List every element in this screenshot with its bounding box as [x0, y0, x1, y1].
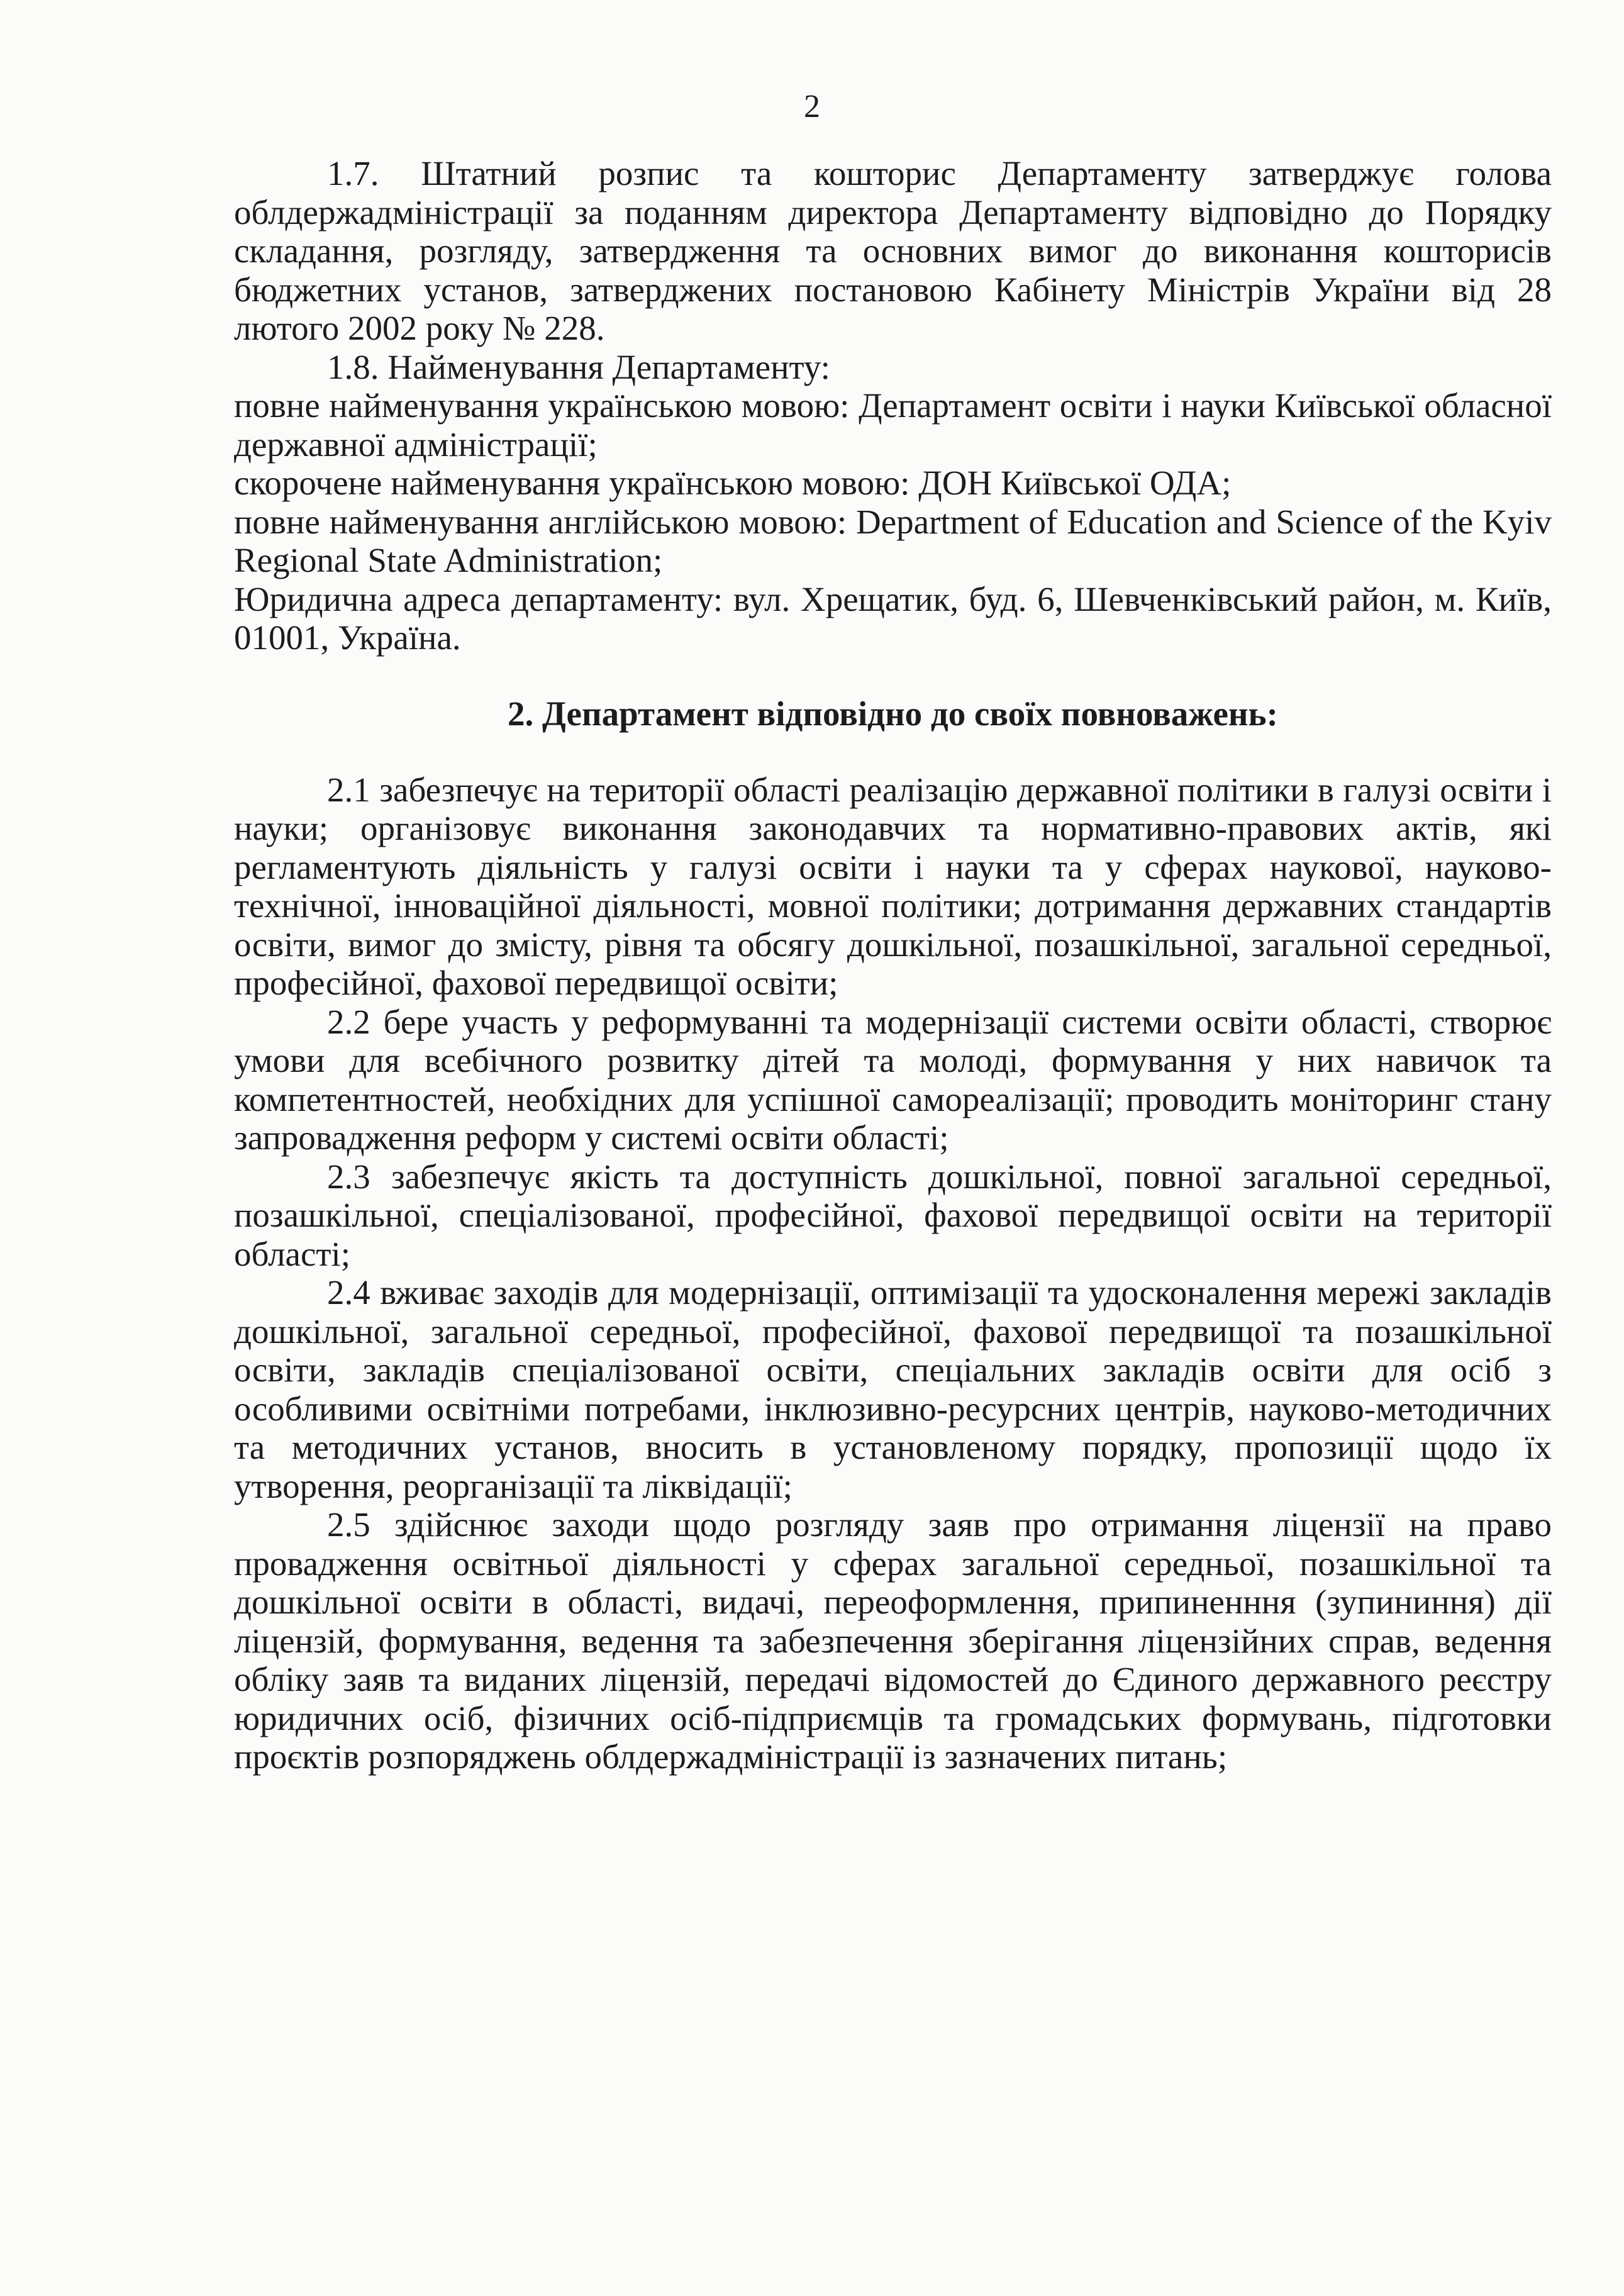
section-2-heading: 2. Департамент відповідно до своїх повноважень: — [508, 694, 1278, 733]
paragraph-2-2: 2.2 бере участь у реформуванні та модернізації системи освіти області, створює умови для всебічного розвитку дітей та молоді, формування у них навичок та компетентностей, необхідних для успішної самореалізації; проводить моніторинг стану запровадження реформ у системі освіти області; — [234, 1002, 1552, 1157]
full-name-en: повне найменування англійською мовою: Department of Education and Science of the Kyiv Regional State Administration; — [234, 502, 1552, 579]
page-number: 2 — [804, 89, 820, 125]
legal-address: Юридична адреса департаменту: вул. Хрещатик, буд. 6, Шевченківський район, м. Київ, 01001, Україна. — [234, 579, 1552, 657]
document-body — [234, 154, 1552, 1776]
full-name-ua: повне найменування українською мовою: Департамент освіти і науки Київської обласної державної адміністрації; — [234, 386, 1552, 464]
paragraph-1-7: 1.7. Штатний розпис та кошторис Департаменту затверджує голова облдержадміністрації за поданням директора Департаменту відповідно до Порядку складання, розгляду, затвердження та основних вимог до виконання кошторисів бюджетних установ, затверджених постановою Кабінету Міністрів України від 28 лютого 2002 року № 228. — [234, 154, 1552, 347]
paragraph-2-4: 2.4 вживає заходів для модернізації, оптимізації та удосконалення мережі закладів дошкільної, загальної середньої, професійної, фахової передвищої та позашкільної освіти, закладів спеціалізованої освіти, спеціальних закладів освіти для осіб з особливими освітніми потребами, інклюзивно-ресурсних центрів, науково-методичних та методичних установ, вносить в установленому порядку, пропозиції щодо їх утворення, реорганізації та ліквідації; — [234, 1273, 1552, 1505]
short-name-ua: скорочене найменування українською мовою: ДОН Київської ОДА; — [234, 464, 1232, 502]
paragraph-1-8: 1.8. Найменування Департаменту: — [327, 347, 830, 386]
paragraph-2-5: 2.5 здійснює заходи щодо розгляду заяв про отримання ліцензії на право провадження освітньої діяльності у сферах загальної середньої, позашкільної та дошкільної освіти в області, видачі, переоформлення, припиненння (зупининня) дії ліцензій, формування, ведення та забезпечення зберігання ліцензійних справ, ведення обліку заяв та виданих ліцензій, передачі відомостей до Єдиного державного реєстру юридичних осіб, фізичних осіб-підприємців та громадських формувань, підготовки проєктів розпоряджень облдержадміністрації із зазначених питань; — [234, 1505, 1552, 1776]
paragraph-2-1: 2.1 забезпечує на території області реалізацію державної політики в галузі освіти і науки; організовує виконання законодавчих та нормативно-правових актів, які регламентують діяльність у галузі освіти і науки та у сферах наукової, науково-технічної, інноваційної діяльності, мовної політики; дотримання державних стандартів освіти, вимог до змісту, рівня та обсягу дошкільної, позашкільної, загальної середньої, професійної, фахової передвищої освіти; — [234, 770, 1552, 1002]
paragraph-2-3: 2.3 забезпечує якість та доступність дошкільної, повної загальної середньої, позашкільної, спеціалізованої, професійної, фахової передвищої освіти на території області; — [234, 1157, 1552, 1273]
